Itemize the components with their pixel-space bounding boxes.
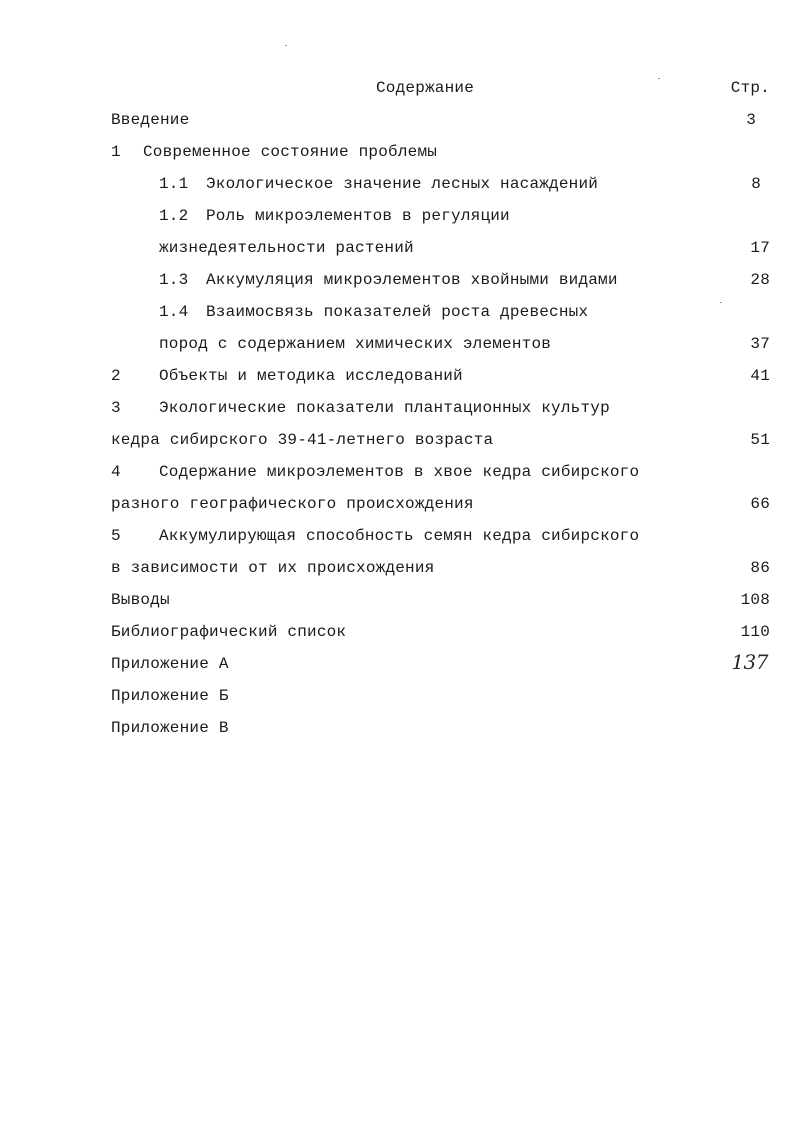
toc-entry-text: Экологическое значение лесных насаждений xyxy=(206,175,599,193)
toc-entry-page: 110 xyxy=(740,623,770,641)
toc-title: Содержание xyxy=(376,79,475,97)
toc-entry-text: Объекты и методика исследований xyxy=(159,367,463,385)
toc-entry-continuation: разного географического происхождения xyxy=(111,495,474,513)
toc-entry-number: 5 xyxy=(111,527,121,545)
toc-entry-text: Приложение А xyxy=(111,655,229,673)
toc-entry-text: Введение xyxy=(111,111,190,129)
toc-entry-text: Взаимосвязь показателей роста древесных xyxy=(206,303,589,321)
toc-entry-text: Роль микроэлементов в регуляции xyxy=(206,207,510,225)
toc-entry-number: 2 xyxy=(111,367,121,385)
toc-entry-page: 108 xyxy=(740,591,770,609)
toc-entry-page: 3 xyxy=(746,111,756,129)
scan-speck xyxy=(658,78,660,79)
toc-entry-number: 1.1 xyxy=(159,175,189,193)
toc-entry-text: Приложение Б xyxy=(111,687,229,705)
toc-entry-number: 1.2 xyxy=(159,207,189,225)
toc-entry-number: 1 xyxy=(111,143,121,161)
toc-entry-page: 41 xyxy=(750,367,770,385)
toc-entry-text: Аккумулирующая способность семян кедра сибирского xyxy=(159,527,640,545)
toc-entry-text: Приложение В xyxy=(111,719,229,737)
toc-entry-continuation: кедра сибирского 39-41-летнего возраста xyxy=(111,431,494,449)
toc-entry-page: 28 xyxy=(750,271,770,289)
toc-entry-text: Современное состояние проблемы xyxy=(143,143,438,161)
toc-entry-page: 86 xyxy=(750,559,770,577)
toc-entry-text: Аккумуляция микроэлементов хвойными видами xyxy=(206,271,618,289)
toc-entry-continuation: в зависимости от их происхождения xyxy=(111,559,435,577)
toc-entry-text: Выводы xyxy=(111,591,170,609)
page-column-header: Стр. xyxy=(730,79,770,97)
toc-entry-page: 51 xyxy=(750,431,770,449)
toc-entry-page: 66 xyxy=(750,495,770,513)
toc-entry-continuation: жизнедеятельности растений xyxy=(159,239,414,257)
toc-entry-continuation: пород с содержанием химических элементов xyxy=(159,335,552,353)
toc-entry-page: 37 xyxy=(750,335,770,353)
scan-speck xyxy=(720,302,722,303)
toc-entry-text: Содержание микроэлементов в хвое кедра сибирского xyxy=(159,463,640,481)
scan-speck xyxy=(285,45,287,46)
toc-entry-text: Библиографический список xyxy=(111,623,347,641)
toc-entry-page: 8 xyxy=(751,175,761,193)
toc-entry-number: 4 xyxy=(111,463,121,481)
toc-entry-number: 1.4 xyxy=(159,303,189,321)
handwritten-page-number: 137 xyxy=(731,650,768,674)
toc-entry-text: Экологические показатели плантационных культур xyxy=(159,399,610,417)
toc-entry-number: 1.3 xyxy=(159,271,189,289)
toc-entry-page: 17 xyxy=(750,239,770,257)
toc-entry-number: 3 xyxy=(111,399,121,417)
